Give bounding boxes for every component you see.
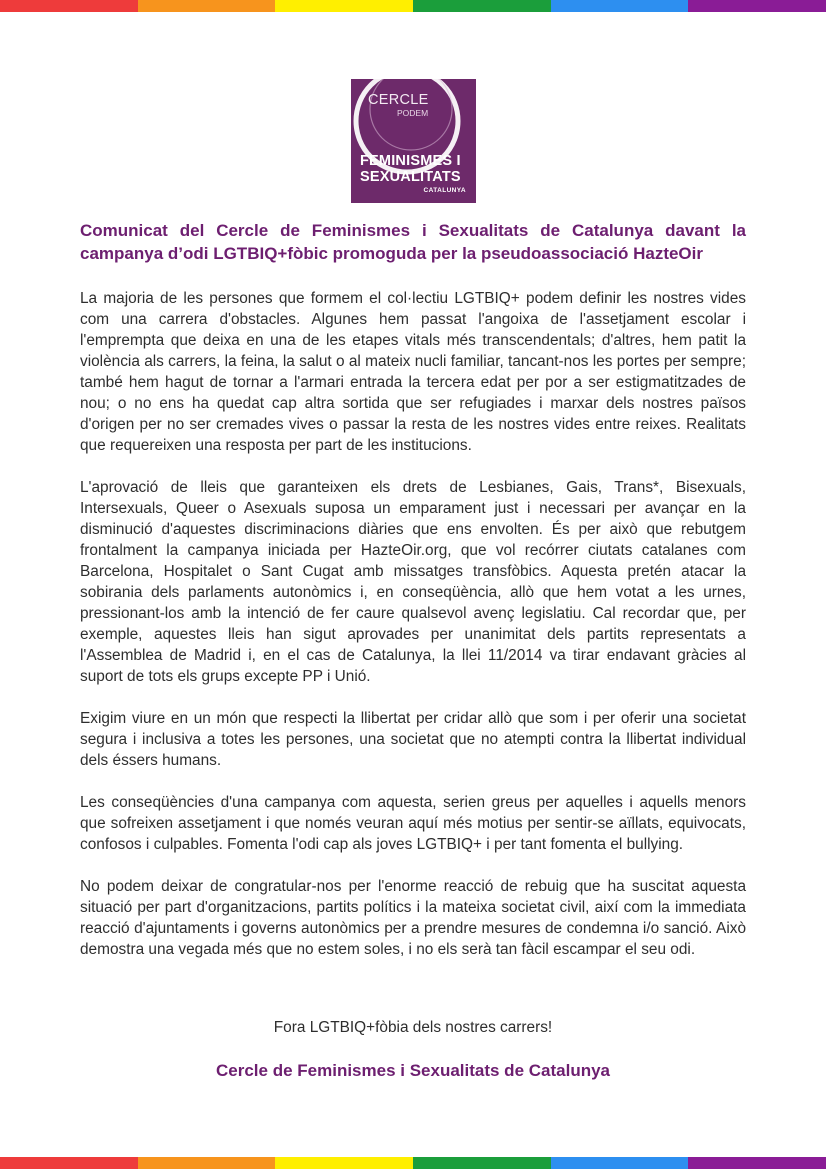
stripe-green	[413, 1157, 551, 1169]
stripe-blue	[551, 0, 689, 12]
body-paragraph: Les conseqüències d'una campanya com aquesta, serien greus per aquelles i aquells menors que sofreixen assetjament i que només veuran aquí més motius per sentir-se aïllats, equivocats, confosos i culpables. Fomenta l'odi cap als joves LGTBIQ+ i per tant fomenta el bullying.	[80, 794, 746, 853]
rainbow-stripe-bottom	[0, 1157, 826, 1169]
logo-region: CATALUNYA	[423, 187, 466, 194]
logo-podem-text: PODEM	[397, 108, 429, 118]
logo-cercle-text: CERCLE	[368, 92, 429, 108]
organization-logo	[351, 79, 476, 203]
stripe-green	[413, 0, 551, 12]
stripe-purple	[688, 0, 826, 12]
stripe-red	[0, 0, 138, 12]
body-paragraph: L'aprovació de lleis que garanteixen els drets de Lesbianes, Gais, Trans*, Bisexuals, Intersexuals, Queer o Asexuals suposa un emparament just i necessari per avançar en la disminució d'aquestes discriminacions diàries que ens envolten. És per això que rebutgem frontalment la campanya iniciada per HazteOir.org, que vol recórrer ciutats catalanes com Barcelona, Hospitalet o Sant Cugat amb missatges transfòbics. Aquesta pretén atacar la sobirania dels parlaments autonòmics i, en conseqüència, allò que hem votat a les urnes, pressionant-los amb la intenció de fer caure qualsevol avenç legislatiu. Cal recordar que, per exemple, aquestes lleis han sigut aprovades per unanimitat dels partits representats a l'Assemblea de Madrid i, en el cas de Catalunya, la llei 11/2014 va tirar endavant gràcies al suport de tots els grups excepte PP i Unió.	[80, 479, 746, 685]
body-paragraph: Exigim viure en un món que respecti la llibertat per cridar allò que som i per oferir una societat segura i inclusiva a totes les persones, una societat que no atempti contra la llibertat individual dels éssers humans.	[80, 710, 746, 769]
body-paragraph: No podem deixar de congratular-nos per l'enorme reacció de rebuig que ha suscitat aquesta situació per part d'organitzacions, partits polítics i la mateixa societat civil, així com la immediata reacció d'ajuntaments i governs autonòmics per a prendre mesures de condemna i/o sanció. Això demostra una vegada més que no estem soles, i no els serà tan fàcil escampar el seu odi.	[80, 878, 746, 958]
stripe-orange	[138, 0, 276, 12]
body-paragraph: La majoria de les persones que formem el col·lectiu LGTBIQ+ podem definir les nostres vides com una carrera d'obstacles. Algunes hem passat l'angoixa de l'assetjament escolar i l'emprempta que deixa en una de les etapes vitals més transcendentals; d'altres, hem patit la violència als carrers, la feina, la salut o al mateix nucli familiar, tancant-nos les portes per sempre; també hem hagut de tornar a l'armari entrada la tercera edat per por a ser estigmatitzades de nou; o no ens ha quedat cap altra sortida que ser refugiades i marxar dels nostres països d'origen per no ser cremades vives o passar la resta de les nostres vides entre reixes. Realitats que requereixen una resposta per part de les institucions.	[80, 290, 746, 454]
logo-line-1: FEMINISMES I	[360, 153, 461, 169]
rainbow-stripe-top	[0, 0, 826, 12]
signature: Cercle de Feminismes i Sexualitats de Catalunya	[216, 1061, 610, 1080]
document-body	[80, 288, 746, 981]
document-title: Comunicat del Cercle de Feminismes i Sexualitats de Catalunya davant la campanya d’odi LGTBIQ+fòbic promoguda per la pseudoassociació HazteOir	[80, 221, 746, 263]
stripe-purple	[688, 1157, 826, 1169]
stripe-yellow	[275, 0, 413, 12]
stripe-blue	[551, 1157, 689, 1169]
logo-line-2: SEXUALITATS	[360, 169, 461, 185]
stripe-red	[0, 1157, 138, 1169]
stripe-yellow	[275, 1157, 413, 1169]
stripe-orange	[138, 1157, 276, 1169]
closing-slogan: Fora LGTBIQ+fòbia dels nostres carrers!	[273, 1019, 553, 1036]
